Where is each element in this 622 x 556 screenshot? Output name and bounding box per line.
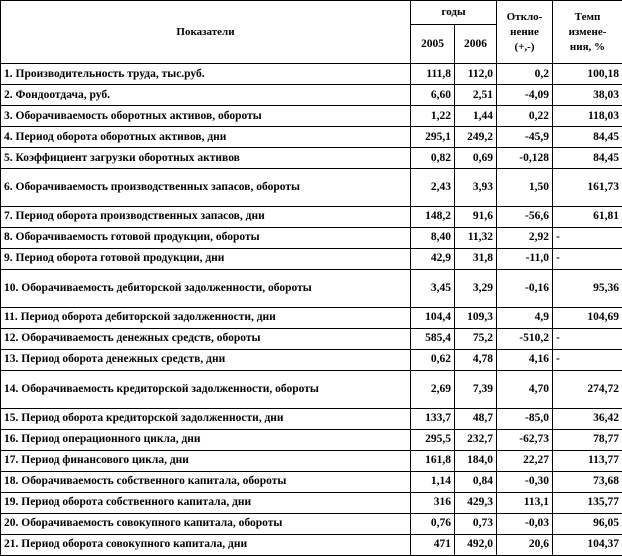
value-2005-cell: 585,4 <box>411 328 455 349</box>
growth-rate-cell: 61,81 <box>553 206 622 227</box>
growth-rate-cell: 84,45 <box>553 148 622 169</box>
indicator-name-cell: 2. Фондоотдача, руб. <box>1 85 411 106</box>
table-row <box>1 227 622 248</box>
value-2006-cell: 91,6 <box>455 206 497 227</box>
value-2006-cell: 0,73 <box>455 513 497 534</box>
deviation-cell: 22,27 <box>497 450 553 471</box>
growth-rate-cell: 100,18 <box>553 64 622 85</box>
table-row <box>1 513 622 534</box>
table-row <box>1 307 622 328</box>
table-row <box>1 370 622 408</box>
deviation-cell: -0,03 <box>497 513 553 534</box>
deviation-cell: 113,1 <box>497 492 553 513</box>
value-2005-cell: 3,45 <box>411 269 455 307</box>
deviation-cell: -62,73 <box>497 429 553 450</box>
value-2005-cell: 2,43 <box>411 169 455 207</box>
deviation-cell: -85,0 <box>497 408 553 429</box>
value-2005-cell: 111,8 <box>411 64 455 85</box>
growth-rate-cell: - <box>553 248 622 269</box>
value-2005-cell: 471 <box>411 534 455 555</box>
deviation-cell: 4,9 <box>497 307 553 328</box>
indicator-name-cell: 13. Период оборота денежных средств, дни <box>1 349 411 370</box>
indicator-name-cell: 6. Оборачиваемость производственных запасов, обороты <box>1 169 411 207</box>
table-row <box>1 269 622 307</box>
value-2006-cell: 4,78 <box>455 349 497 370</box>
deviation-cell: 0,2 <box>497 64 553 85</box>
indicator-name-cell: 14. Оборачиваемость кредиторской задолженности, обороты <box>1 370 411 408</box>
value-2006-cell: 31,8 <box>455 248 497 269</box>
deviation-cell: -0,128 <box>497 148 553 169</box>
indicator-name-cell: 10. Оборачиваемость дебиторской задолженности, обороты <box>1 269 411 307</box>
value-2006-cell: 2,51 <box>455 85 497 106</box>
indicator-name-cell: 15. Период оборота кредиторской задолженности, дни <box>1 408 411 429</box>
growth-rate-header: Темп измене- ния, % <box>553 1 622 64</box>
growth-rate-cell: 38,03 <box>553 85 622 106</box>
indicator-name-cell: 1. Производительность труда, тыс.руб. <box>1 64 411 85</box>
indicator-name-cell: 21. Период оборота совокупного капитала, дни <box>1 534 411 555</box>
value-2005-cell: 161,8 <box>411 450 455 471</box>
deviation-cell: -4,09 <box>497 85 553 106</box>
growth-rate-cell: 73,68 <box>553 471 622 492</box>
deviation-cell: 20,6 <box>497 534 553 555</box>
deviation-cell: -0,16 <box>497 269 553 307</box>
table-row <box>1 64 622 85</box>
growth-rate-cell: 104,69 <box>553 307 622 328</box>
table-row <box>1 492 622 513</box>
deviation-cell: -45,9 <box>497 127 553 148</box>
table-row <box>1 206 622 227</box>
deviation-cell: -510,2 <box>497 328 553 349</box>
growth-rate-cell: 104,37 <box>553 534 622 555</box>
table-row <box>1 328 622 349</box>
value-2006-cell: 11,32 <box>455 227 497 248</box>
table-row <box>1 148 622 169</box>
table-row <box>1 450 622 471</box>
table-row <box>1 471 622 492</box>
table-row <box>1 248 622 269</box>
indicator-name-cell: 7. Период оборота производственных запасов, дни <box>1 206 411 227</box>
value-2006-cell: 0,69 <box>455 148 497 169</box>
indicator-name-cell: 3. Оборачиваемость оборотных активов, обороты <box>1 106 411 127</box>
growth-rate-cell: 78,77 <box>553 429 622 450</box>
indicator-name-cell: 16. Период операционного цикла, дни <box>1 429 411 450</box>
indicator-name-cell: 17. Период финансового цикла, дни <box>1 450 411 471</box>
value-2006-cell: 48,7 <box>455 408 497 429</box>
growth-rate-cell: 84,45 <box>553 127 622 148</box>
value-2005-cell: 1,22 <box>411 106 455 127</box>
value-2006-cell: 75,2 <box>455 328 497 349</box>
deviation-cell: -0,30 <box>497 471 553 492</box>
header-row-top <box>1 1 622 25</box>
value-2005-cell: 42,9 <box>411 248 455 269</box>
indicator-name-cell: 11. Период оборота дебиторской задолженности, дни <box>1 307 411 328</box>
table-row <box>1 85 622 106</box>
growth-rate-cell: - <box>553 227 622 248</box>
indicator-name-cell: 9. Период оборота готовой продукции, дни <box>1 248 411 269</box>
value-2005-cell: 0,62 <box>411 349 455 370</box>
value-2006-cell: 7,39 <box>455 370 497 408</box>
value-2006-cell: 249,2 <box>455 127 497 148</box>
indicator-name-cell: 20. Оборачиваемость совокупного капитала, обороты <box>1 513 411 534</box>
table-row <box>1 169 622 207</box>
value-2005-cell: 295,5 <box>411 429 455 450</box>
value-2005-cell: 133,7 <box>411 408 455 429</box>
growth-rate-cell: 113,77 <box>553 450 622 471</box>
table-row <box>1 349 622 370</box>
value-2006-cell: 232,7 <box>455 429 497 450</box>
value-2005-cell: 0,76 <box>411 513 455 534</box>
deviation-cell: -56,6 <box>497 206 553 227</box>
growth-rate-cell: 118,03 <box>553 106 622 127</box>
indicator-name-cell: 18. Оборачиваемость собственного капитала, обороты <box>1 471 411 492</box>
value-2005-cell: 148,2 <box>411 206 455 227</box>
value-2006-cell: 109,3 <box>455 307 497 328</box>
year-2005-header: 2005 <box>411 25 455 64</box>
value-2005-cell: 104,4 <box>411 307 455 328</box>
indicator-name-cell: 19. Период оборота собственного капитала, дни <box>1 492 411 513</box>
table-row <box>1 127 622 148</box>
deviation-header: Откло- нение (+,-) <box>497 1 553 64</box>
growth-rate-cell: 36,42 <box>553 408 622 429</box>
value-2006-cell: 1,44 <box>455 106 497 127</box>
growth-rate-cell: 161,73 <box>553 169 622 207</box>
value-2005-cell: 6,60 <box>411 85 455 106</box>
deviation-cell: 4,16 <box>497 349 553 370</box>
value-2006-cell: 3,29 <box>455 269 497 307</box>
deviation-cell: -11,0 <box>497 248 553 269</box>
indicator-name-cell: 4. Период оборота оборотных активов, дни <box>1 127 411 148</box>
growth-rate-cell: 274,72 <box>553 370 622 408</box>
value-2005-cell: 2,69 <box>411 370 455 408</box>
table-row <box>1 106 622 127</box>
value-2006-cell: 3,93 <box>455 169 497 207</box>
table-row <box>1 534 622 555</box>
growth-rate-cell: 135,77 <box>553 492 622 513</box>
value-2005-cell: 8,40 <box>411 227 455 248</box>
indicator-name-cell: 5. Коэффициент загрузки оборотных активов <box>1 148 411 169</box>
value-2006-cell: 112,0 <box>455 64 497 85</box>
value-2006-cell: 0,84 <box>455 471 497 492</box>
year-2006-header: 2006 <box>455 25 497 64</box>
table-row <box>1 429 622 450</box>
table-row <box>1 408 622 429</box>
value-2005-cell: 316 <box>411 492 455 513</box>
indicator-name-cell: 8. Оборачиваемость готовой продукции, обороты <box>1 227 411 248</box>
value-2005-cell: 0,82 <box>411 148 455 169</box>
value-2006-cell: 429,3 <box>455 492 497 513</box>
indicators-header: Показатели <box>1 1 411 64</box>
table-body <box>1 64 622 556</box>
years-header: годы <box>411 1 497 25</box>
value-2005-cell: 295,1 <box>411 127 455 148</box>
growth-rate-cell: 96,05 <box>553 513 622 534</box>
deviation-cell: 2,92 <box>497 227 553 248</box>
deviation-cell: 1,50 <box>497 169 553 207</box>
value-2006-cell: 492,0 <box>455 534 497 555</box>
growth-rate-cell: - <box>553 349 622 370</box>
deviation-cell: 0,22 <box>497 106 553 127</box>
growth-rate-cell: - <box>553 328 622 349</box>
value-2005-cell: 1,14 <box>411 471 455 492</box>
deviation-cell: 4,70 <box>497 370 553 408</box>
indicator-name-cell: 12. Оборачиваемость денежных средств, обороты <box>1 328 411 349</box>
growth-rate-cell: 95,36 <box>553 269 622 307</box>
value-2006-cell: 184,0 <box>455 450 497 471</box>
